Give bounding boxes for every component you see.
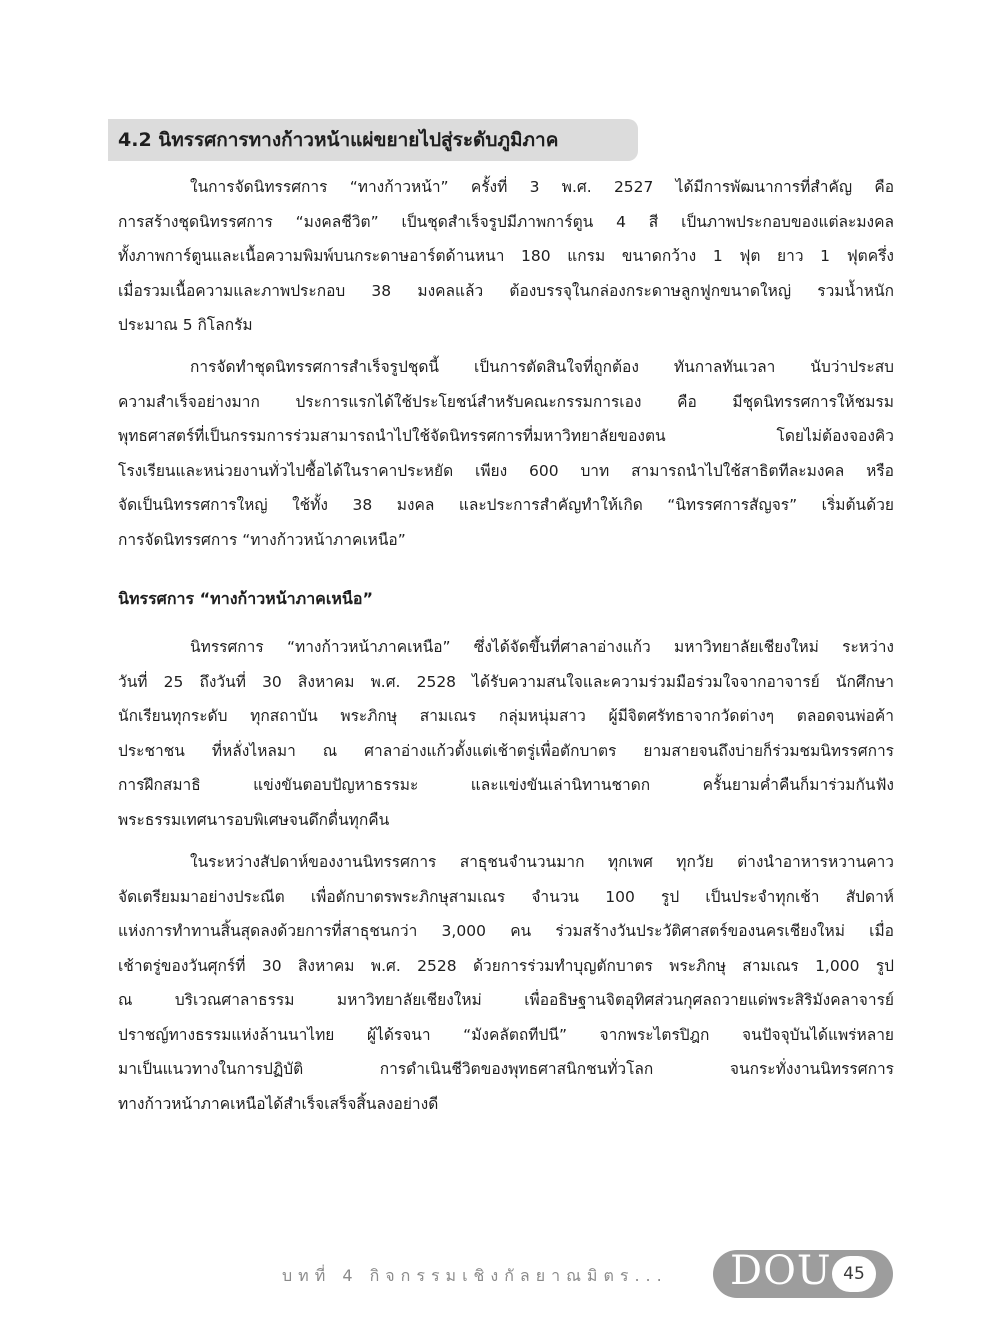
paragraph-line: พระธรรมเทศนารอบพิเศษจนดึกดื่นทุกคืน — [118, 810, 390, 829]
paragraph-line: นักเรียนทุกระดับ ทุกสถาบัน พระภิกษุ สามเณร กลุ่มหนุ่มสาว ผู้มีจิตศรัทธาจากวัดต่างๆ ตลอดจนพ่อค้า — [118, 707, 894, 725]
paragraph-line: ในระหว่างสัปดาห์ของงานนิทรรศการ สาธุชนจำนวนมาก ทุกเพศ ทุกวัย ต่างนำอาหารหวานคาว — [190, 853, 894, 871]
section-heading: 4.2 นิทรรศการทางก้าวหน้าแผ่ขยายไปสู่ระดับภูมิภาค — [118, 129, 559, 151]
paragraph-line: เช้าตรู่ของวันศุกร์ที่ 30 สิงหาคม พ.ศ. 2528 ด้วยการร่วมทำบุญตักบาตร พระภิกษุ สามเณร 1,000 รูป — [118, 956, 894, 975]
subheading: นิทรรศการ “ทางก้าวหน้าภาคเหนือ” — [118, 589, 373, 608]
footer-chapter-title: บทที่ 4 กิจกรรมเชิงกัลยาณมิตร... — [282, 1266, 668, 1285]
paragraph-line: การสร้างชุดนิทรรศการ “มงคลชีวิต” เป็นชุดสำเร็จรูปมีภาพการ์ตูน 4 สี เป็นภาพประกอบของแต่ละมงคล — [118, 212, 894, 231]
paragraph-line: ประมาณ 5 กิโลกรัม — [118, 316, 253, 334]
paragraph-line: มาเป็นแนวทางในการปฏิบัติ การดำเนินชีวิตของพุทธศาสนิกชนทั่วโลก จนกระทั่งงานนิทรรศการ — [118, 1060, 894, 1078]
paragraph-line: จัดเป็นนิทรรศการใหญ่ ใช้ทั้ง 38 มงคล และประการสำคัญทำให้เกิด “นิทรรศการสัญจร” เริ่มต้นด้วย — [118, 496, 894, 514]
paragraph-line: พุทธศาสตร์ที่เป็นกรรมการร่วมสามารถนำไปใช้จัดนิทรรศการที่มหาวิทยาลัยของตน โดยไม่ต้องจองคิว — [118, 427, 894, 445]
paragraph-line: ความสำเร็จอย่างมาก ประการแรกได้ใช้ประโยชน์สำหรับคณะกรรมการเอง คือ มีชุดนิทรรศการให้ชมรม — [118, 392, 894, 411]
paragraph-line: วันที่ 25 ถึงวันที่ 30 สิงหาคม พ.ศ. 2528 ได้รับความสนใจและความร่วมมือร่วมใจจากอาจารย์ นักศึกษา — [118, 672, 894, 691]
paragraph-4 — [118, 845, 894, 1121]
paragraph-line: แห่งการทำทานสิ้นสุดลงด้วยการที่สาธุชนกว่า 3,000 คน ร่วมสร้างวันประวัติศาสตร์ของนครเชียงใหม่ เมื่อ — [118, 922, 894, 940]
paragraph-line: การฝึกสมาธิ แข่งขันตอบปัญหาธรรมะ และแข่งขันเล่านิทานชาดก ครั้นยามค่ำคืนก็มาร่วมกันฟัง — [118, 776, 894, 794]
dou-logo: DOU — [730, 1248, 832, 1294]
paragraph-line: ทางก้าวหน้าภาคเหนือได้สำเร็จเสร็จสิ้นลงอย่างดี — [118, 1094, 439, 1113]
paragraph-line: ปราชญ์ทางธรรมแห่งล้านนาไทย ผู้ได้รจนา “มังคลัตถทีปนี” จากพระไตรปิฎก จนปัจจุบันได้แพร่หลาย — [118, 1025, 894, 1044]
paragraph-line: การจัดนิทรรศการ “ทางก้าวหน้าภาคเหนือ” — [118, 530, 406, 549]
paragraph-line: นิทรรศการ “ทางก้าวหน้าภาคเหนือ” ซึ่งได้จัดขึ้นที่ศาลาอ่างแก้ว มหาวิทยาลัยเชียงใหม่ ระหว่าง — [190, 638, 894, 656]
paragraph-line: ณ บริเวณศาลาธรรม มหาวิทยาลัยเชียงใหม่ เพื่ออธิษฐานจิตอุทิศส่วนกุศลถวายแด่พระสิริมังคลาจารย์ — [118, 991, 894, 1009]
paragraph-line: ทั้งภาพการ์ตูนและเนื้อความพิมพ์บนกระดาษอาร์ตด้านหนา 180 แกรม ขนาดกว้าง 1 ฟุต ยาว 1 ฟุตครึ่ง — [118, 247, 894, 265]
section-heading-box — [108, 119, 638, 161]
paragraph-1 — [118, 170, 894, 343]
page-number: 45 — [832, 1256, 876, 1292]
paragraph-2 — [118, 350, 894, 557]
paragraph-line: โรงเรียนและหน่วยงานทั่วไปซื้อได้ในราคาประหยัด เพียง 600 บาท สามารถนำไปใช้สาธิตทีละมงคล หรือ — [118, 461, 894, 480]
paragraph-line: เมื่อรวมเนื้อความและภาพประกอบ 38 มงคลแล้ว ต้องบรรจุในกล่องกระดาษลูกฟูกขนาดใหญ่ รวมน้ำหนัก — [118, 281, 894, 300]
paragraph-line: จัดเตรียมมาอย่างประณีต เพื่อตักบาตรพระภิกษุสามเณร จำนวน 100 รูป เป็นประจำทุกเช้า สัปดาห์ — [118, 887, 894, 906]
paragraph-line: ในการจัดนิทรรศการ “ทางก้าวหน้า” ครั้งที่ 3 พ.ศ. 2527 ได้มีการพัฒนาการที่สำคัญ คือ — [190, 178, 894, 196]
paragraph-3 — [118, 630, 894, 837]
paragraph-line: ประชาชน ที่หลั่งไหลมา ณ ศาลาอ่างแก้วตั้งแต่เช้าตรู่เพื่อตักบาตร ยามสายจนถึงบ่ายก็ร่วมชมนิทรรศการ — [118, 741, 894, 760]
paragraph-line: การจัดทำชุดนิทรรศการสำเร็จรูปชุดนี้ เป็นการตัดสินใจที่ถูกต้อง ทันกาลทันเวลา นับว่าประสบ — [190, 358, 894, 376]
